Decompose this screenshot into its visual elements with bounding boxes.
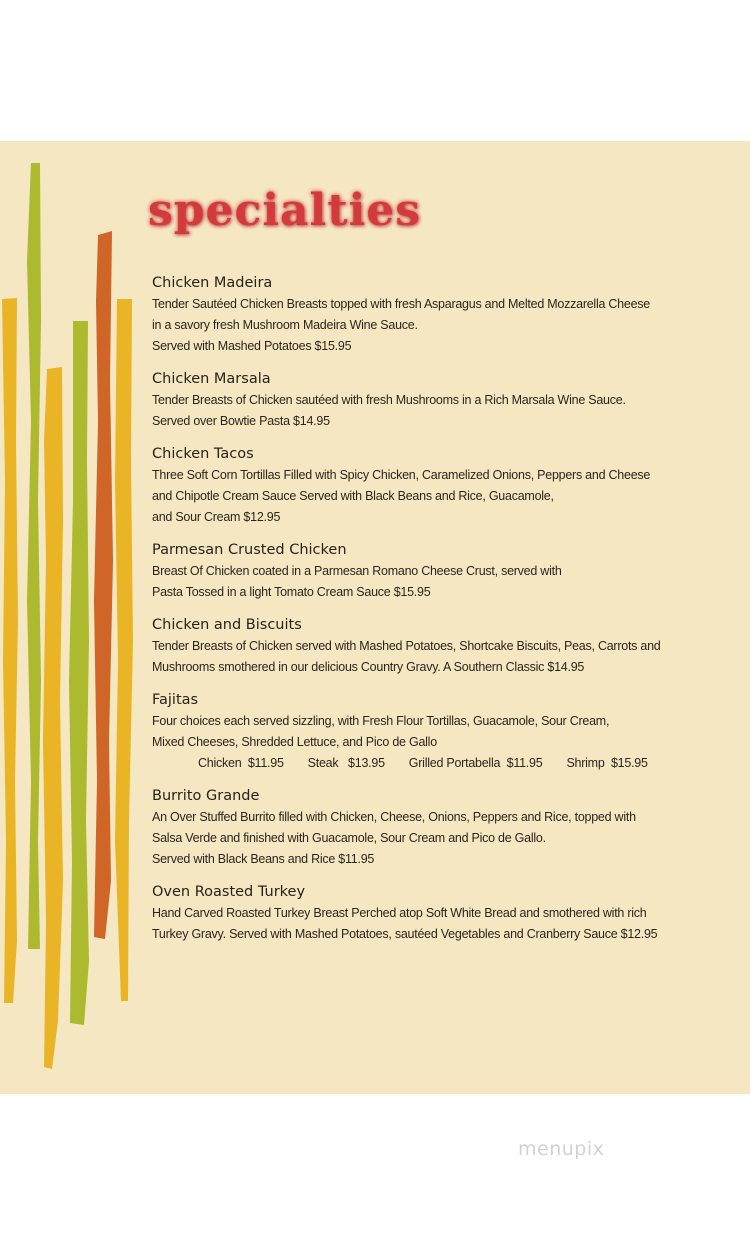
description-line: Breast Of Chicken coated in a Parmesan Romano Cheese Crust, served with [152, 564, 562, 578]
watermark-logo: menupix [518, 1138, 605, 1160]
description-line: Salsa Verde and finished with Guacamole, Sour Cream and Pico de Gallo. [152, 831, 546, 845]
item-name: Oven Roasted Turkey [152, 884, 306, 900]
stripe-orange-1 [94, 231, 113, 939]
description-line: Four choices each served sizzling, with Fresh Flour Tortillas, Guacamole, Sour Cream, [152, 714, 610, 728]
description-line: Served over Bowtie Pasta $14.95 [152, 414, 330, 428]
price-option: Shrimp $15.95 [566, 756, 648, 770]
stripe-green-2 [69, 321, 89, 1025]
item-description [152, 561, 712, 603]
menu-item [152, 369, 712, 432]
item-name: Chicken and Biscuits [152, 617, 302, 633]
description-line: in a savory fresh Mushroom Madeira Wine Sauce. [152, 318, 418, 332]
description-line: Pasta Tossed in a light Tomato Cream Sauce $15.95 [152, 585, 431, 599]
page-title: specialties [148, 185, 422, 236]
item-name: Parmesan Crusted Chicken [152, 542, 347, 558]
item-description [152, 636, 712, 678]
description-line: Mushrooms smothered in our delicious Country Gravy. A Southern Classic $14.95 [152, 660, 585, 674]
description-line: Tender Breasts of Chicken served with Mashed Potatoes, Shortcake Biscuits, Peas, Carrots and [152, 639, 661, 653]
menu-item [152, 882, 712, 945]
item-description [152, 903, 712, 945]
item-name: Chicken Tacos [152, 446, 254, 462]
description-line: Three Soft Corn Tortillas Filled with Spicy Chicken, Caramelized Onions, Peppers and Cheese [152, 468, 651, 482]
item-description [152, 465, 712, 528]
price-option: Grilled Portabella $11.95 [408, 756, 543, 770]
menu-item [152, 615, 712, 678]
stripe-yellow-1 [2, 298, 18, 1003]
item-description [152, 807, 712, 870]
description-line: and Sour Cream $12.95 [152, 510, 281, 524]
description-line: Hand Carved Roasted Turkey Breast Perched atop Soft White Bread and smothered with rich [152, 906, 647, 920]
item-name: Chicken Madeira [152, 275, 273, 291]
menu-list [152, 273, 712, 957]
description-line: Turkey Gravy. Served with Mashed Potatoes, sautéed Vegetables and Cranberry Sauce $12.95 [152, 927, 658, 941]
decorative-stripes [0, 141, 150, 1094]
stripe-green-1 [27, 163, 41, 949]
menu-item [152, 690, 712, 774]
description-line: An Over Stuffed Burrito filled with Chicken, Cheese, Onions, Peppers and Rice, topped with [152, 810, 636, 824]
menu-item [152, 786, 712, 870]
description-line: Mixed Cheeses, Shredded Lettuce, and Pico de Gallo [152, 735, 437, 749]
item-description [152, 294, 712, 357]
item-name: Chicken Marsala [152, 371, 271, 387]
item-name: Burrito Grande [152, 788, 260, 804]
price-option: Chicken $11.95 [198, 756, 284, 770]
item-description [152, 390, 712, 432]
description-line: Tender Breasts of Chicken sautéed with fresh Mushrooms in a Rich Marsala Wine Sauce. [152, 393, 626, 407]
price-options [152, 753, 712, 774]
menu-item [152, 540, 712, 603]
menu-page [0, 141, 750, 1094]
stripe-yellow-2 [43, 367, 63, 1069]
item-description [152, 711, 712, 753]
stripe-yellow-3 [115, 299, 133, 1001]
menu-item [152, 444, 712, 528]
item-name: Fajitas [152, 692, 199, 708]
description-line: Tender Sautéed Chicken Breasts topped with fresh Asparagus and Melted Mozzarella Cheese [152, 297, 650, 311]
menu-item [152, 273, 712, 357]
description-line: and Chipotle Cream Sauce Served with Black Beans and Rice, Guacamole, [152, 489, 554, 503]
price-option: Steak $13.95 [307, 756, 385, 770]
description-line: Served with Mashed Potatoes $15.95 [152, 339, 352, 353]
description-line: Served with Black Beans and Rice $11.95 [152, 852, 375, 866]
